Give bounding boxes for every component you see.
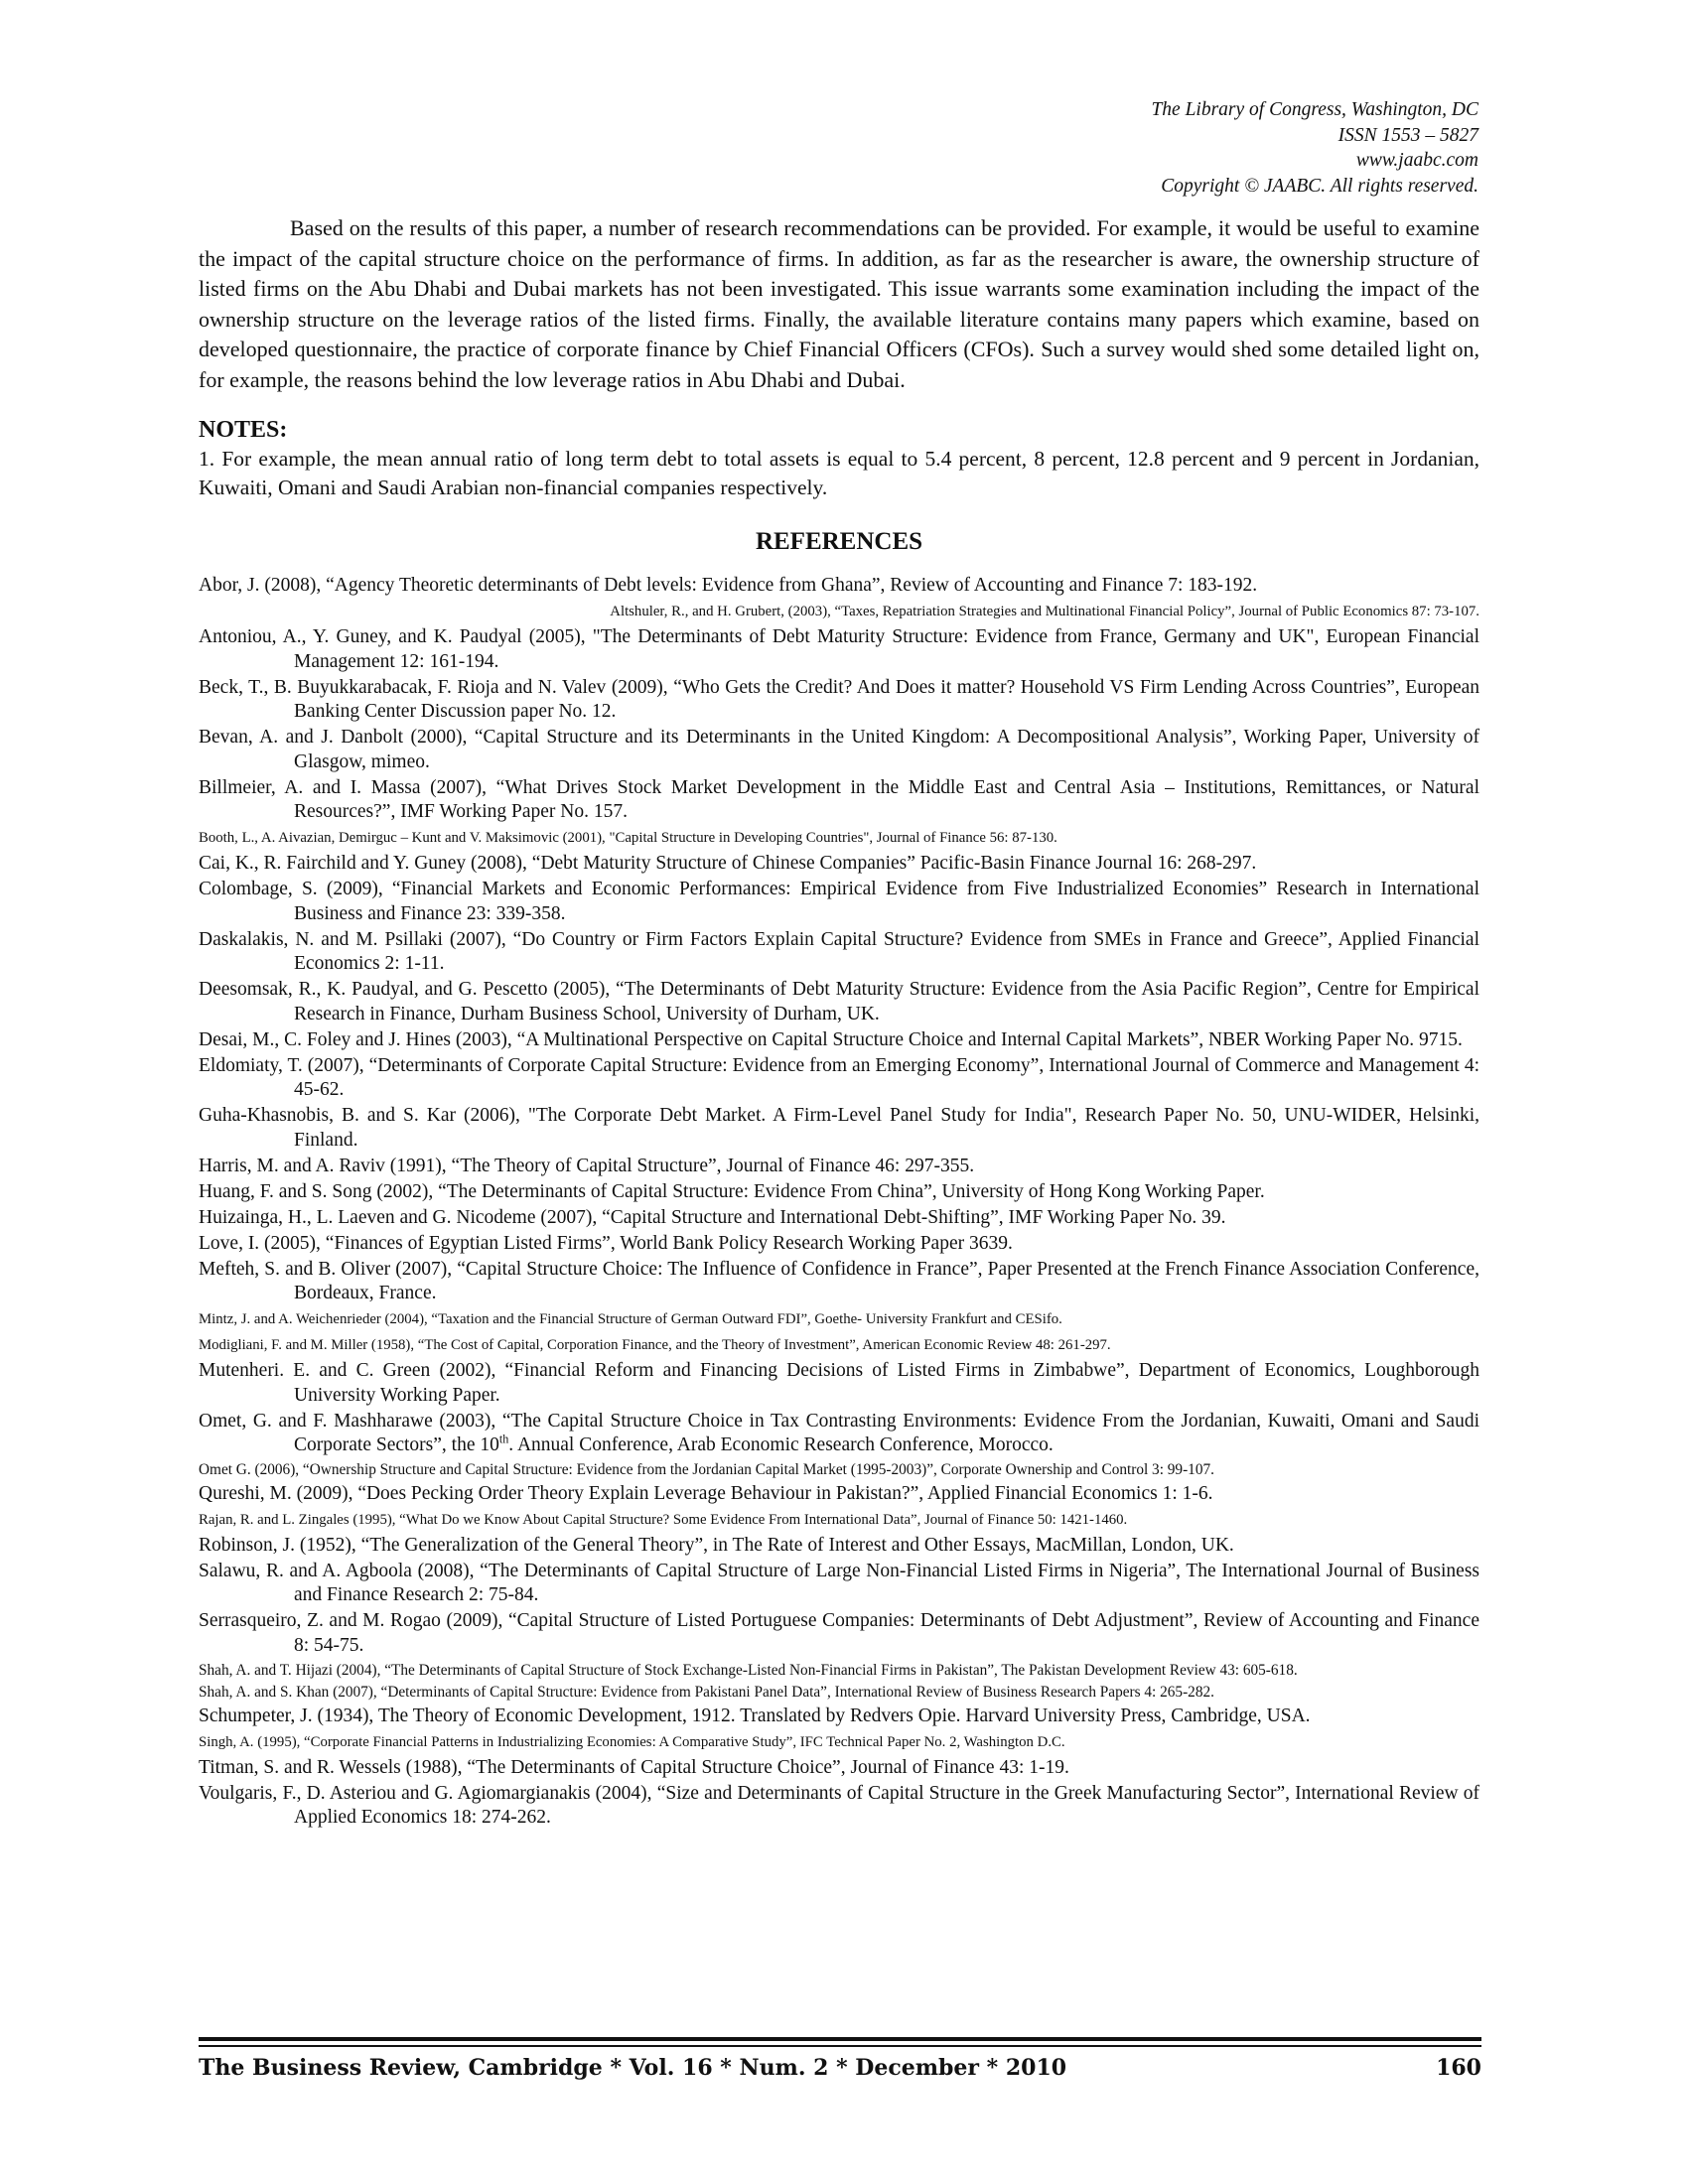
header-issn: ISSN 1553 – 5827 [1337,124,1478,146]
footer-rule-thin [199,2045,1481,2047]
reference-item: Billmeier, A. and I. Massa (2007), “What Drives Stock Market Development in the Middle East and Central Asia – Institutions, Remittances, or Natural Resources?”, IMF Working Paper No. 157. [199,776,1479,822]
reference-item: Salawu, R. and A. Agboola (2008), “The Determinants of Capital Structure of Large Non-Financial Listed Firms in Nigeria”, The International Journal of Business and Finance Research 2: 75-84. [199,1560,1479,1605]
reference-item: Love, I. (2005), “Finances of Egyptian Listed Firms”, World Bank Policy Research Working Paper 3639. [199,1232,1013,1254]
header-website: www.jaabc.com [1355,150,1478,171]
reference-item: Shah, A. and T. Hijazi (2004), “The Determinants of Capital Structure of Stock Exchange-Listed Non-Financial Firms in Pakistan”, The Pakistan Development Review 43: 605-618. [199,1661,1298,1679]
reference-item: Omet G. (2006), “Ownership Structure and Capital Structure: Evidence from the Jordanian Capital Market (1995-2003)”, Corporate Ownership and Control 3: 99-107. [199,1461,1214,1478]
page-content [199,213,1479,1832]
reference-omet-main: Omet, G. and F. Mashharawe (2003), “The Capital Structure Choice in Tax Contrasting Environments: Evidence From the Jordanian, Kuwaiti, Omani and Saudi Corporate Sectors”, the 10 [199,1410,1479,1455]
references-heading: REFERENCES [755,528,923,555]
footer-journal: The Business Review, Cambridge * Vol. 16 * Num. 2 * December * 2010 [199,2055,1067,2081]
reference-item: Shah, A. and S. Khan (2007), “Determinants of Capital Structure: Evidence from Pakistani Panel Data”, International Review of Business Research Papers 4: 265-282. [199,1684,1214,1701]
reference-item: Antoniou, A., Y. Guney, and K. Paudyal (2005), "The Determinants of Debt Maturity Structure: Evidence from France, Germany and UK", European Financial Management 12: 161-194. [199,626,1479,672]
reference-item: Abor, J. (2008), “Agency Theoretic determinants of Debt levels: Evidence from Ghana”, Review of Accounting and Finance 7: 183-192. [199,575,1258,596]
reference-item: Altshuler, R., and H. Grubert, (2003), “Taxes, Repatriation Strategies and Multinational Financial Policy”, Journal of Public Economics 87: 73-107. [610,604,1479,619]
reference-item: Desai, M., C. Foley and J. Hines (2003), “A Multinational Perspective on Capital Structure Choice and Internal Capital Markets”, NBER Working Paper No. 9715. [199,1028,1463,1050]
reference-item: Beck, T., B. Buyukkarabacak, F. Rioja and N. Valev (2009), “Who Gets the Credit? And Does it matter? Household VS Firm Lending Across Countries”, European Banking Center Discussion paper No. 12. [199,676,1479,722]
reference-item: Modigliani, F. and M. Miller (1958), “The Cost of Capital, Corporation Finance, and the Theory of Investment”, American Economic Review 48: 261-297. [199,1337,1111,1353]
reference-item [199,1410,1479,1458]
page-footer [199,2051,1481,2085]
reference-omet-tail: . Annual Conference, Arab Economic Research Conference, Morocco. [508,1434,1054,1455]
references-list [199,574,1479,1831]
header-library: The Library of Congress, Washington, DC [1151,99,1478,120]
reference-item: Mutenheri. E. and C. Green (2002), “Financial Reform and Financing Decisions of Listed Firms in Zimbabwe”, Department of Economics, Loughborough University Working Paper. [199,1360,1479,1406]
reference-item: Mefteh, S. and B. Oliver (2007), “Capital Structure Choice: The Influence of Confidence in France”, Paper Presented at the French Finance Association Conference, Bordeaux, France. [199,1258,1479,1303]
header-copyright: Copyright © JAABC. All rights reserved. [1161,175,1478,197]
reference-item: Harris, M. and A. Raviv (1991), “The Theory of Capital Structure”, Journal of Finance 46: 297-355. [199,1155,975,1176]
reference-item: Mintz, J. and A. Weichenrieder (2004), “Taxation and the Financial Structure of German Outward FDI”, Goethe- University Frankfurt and CESifo. [199,1311,1062,1327]
note-1: 1. For example, the mean annual ratio of long term debt to total assets is equal to 5.4 percent, 8 percent, 12.8 percent and 9 percent in Jordanian, Kuwaiti, Omani and Saudi Arabian non-financial companies respectively. [199,447,1479,499]
notes-heading: NOTES: [199,417,288,443]
footer-rule-thick [199,2037,1481,2041]
reference-item: Voulgaris, F., D. Asteriou and G. Agiomargianakis (2004), “Size and Determinants of Capital Structure in the Greek Manufacturing Sector”, International Review of Applied Economics 18: 274-262. [199,1782,1479,1828]
reference-item: Eldomiaty, T. (2007), “Determinants of Corporate Capital Structure: Evidence from an Emerging Economy”, International Journal of Commerce and Management 4: 45-62. [199,1054,1479,1100]
reference-item: Singh, A. (1995), “Corporate Financial Patterns in Industrializing Economies: A Comparative Study”, IFC Technical Paper No. 2, Washington D.C. [199,1733,1065,1750]
ordinal-superscript: th [498,1432,509,1446]
reference-item: Schumpeter, J. (1934), The Theory of Economic Development, 1912. Translated by Redvers Opie. Harvard University Press, Cambridge, USA. [199,1705,1311,1726]
page-number: 160 [1436,2055,1481,2081]
journal-header [883,97,1478,199]
reference-item: Huang, F. and S. Song (2002), “The Determinants of Capital Structure: Evidence From China”, University of Hong Kong Working Paper. [199,1180,1265,1202]
reference-item: Colombage, S. (2009), “Financial Markets and Economic Performances: Empirical Evidence from Five Industrialized Economies” Research in International Business and Finance 23: 339-358. [199,879,1479,924]
reference-item: Deesomsak, R., K. Paudyal, and G. Pescetto (2005), “The Determinants of Debt Maturity Structure: Evidence from the Asia Pacific Region”, Centre for Empirical Research in Finance, Durham Business School, University of Durham, UK. [199,979,1479,1024]
reference-item: Bevan, A. and J. Danbolt (2000), “Capital Structure and its Determinants in the United Kingdom: A Decompositional Analysis”, Working Paper, University of Glasgow, mimeo. [199,727,1479,772]
reference-item: Cai, K., R. Fairchild and Y. Guney (2008), “Debt Maturity Structure of Chinese Companies” Pacific-Basin Finance Journal 16: 268-297. [199,853,1257,874]
reference-item: Qureshi, M. (2009), “Does Pecking Order Theory Explain Leverage Behaviour in Pakistan?”, Applied Financial Economics 1: 1-6. [199,1482,1213,1504]
reference-item: Daskalakis, N. and M. Psillaki (2007), “Do Country or Firm Factors Explain Capital Structure? Evidence from SMEs in France and Greece”, Applied Financial Economics 2: 1-11. [199,928,1479,974]
reference-item: Huizainga, H., L. Laeven and G. Nicodeme (2007), “Capital Structure and International Debt-Shifting”, IMF Working Paper No. 39. [199,1206,1226,1228]
reference-item: Titman, S. and R. Wessels (1988), “The Determinants of Capital Structure Choice”, Journal of Finance 43: 1-19. [199,1756,1069,1778]
reference-item: Guha-Khasnobis, B. and S. Kar (2006), "The Corporate Debt Market. A Firm-Level Panel Study for India", Research Paper No. 50, UNU-WIDER, Helsinki, Finland. [199,1105,1479,1151]
reference-item: Serrasqueiro, Z. and M. Rogao (2009), “Capital Structure of Listed Portuguese Companies: Determinants of Debt Adjustment”, Review of Accounting and Finance 8: 54-75. [199,1610,1479,1656]
reference-item: Rajan, R. and L. Zingales (1995), “What Do we Know About Capital Structure? Some Evidence From International Data”, Journal of Finance 50: 1421-1460. [199,1511,1128,1528]
reference-item: Booth, L., A. Aivazian, Demirguc – Kunt and V. Maksimovic (2001), "Capital Structure in Developing Countries", Journal of Finance 56: 87-130. [199,830,1057,846]
reference-item: Robinson, J. (1952), “The Generalization of the General Theory”, in The Rate of Interest and Other Essays, MacMillan, London, UK. [199,1534,1234,1556]
body-paragraph: Based on the results of this paper, a number of research recommendations can be provided. For example, it would be useful to examine the impact of the capital structure choice on the performance of firms. In addition, as far as the researcher is aware, the ownership structure of listed firms on the Abu Dhabi and Dubai markets has not been investigated. This issue warrants some examination including the impact of the ownership structure on the leverage ratios of the listed firms. Finally, the available literature contains many papers which examine, based on developed questionnaire, the practice of corporate finance by Chief Financial Officers (CFOs). Such a survey would shed some detailed light on, for example, the reasons behind the low leverage ratios in Abu Dhabi and Dubai. [199,215,1479,392]
